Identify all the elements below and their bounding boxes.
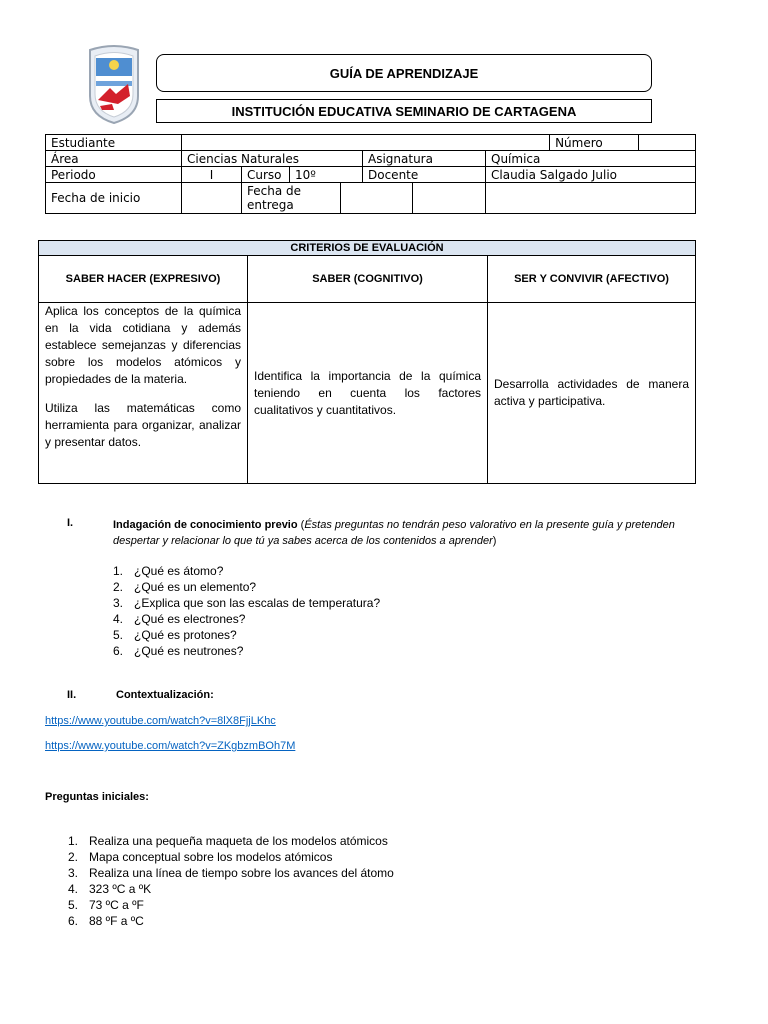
- number-field[interactable]: [639, 135, 696, 151]
- list-item: 4. 323 ºC a ºK: [68, 882, 152, 896]
- criteria-saber-hacer-cell: [39, 303, 248, 484]
- area-value: Ciencias Naturales: [182, 151, 363, 167]
- list-item: 2. Mapa conceptual sobre los modelos atómicos: [68, 850, 333, 864]
- youtube-link-2[interactable]: https://www.youtube.com/watch?v=ZKgbzmBOh7M: [45, 740, 296, 752]
- teacher-label: Docente: [363, 167, 486, 183]
- criteria-ser-cell: Desarrolla actividades de manera activa y participativa.: [488, 303, 696, 484]
- list-item: 5. 73 ºC a ºF: [68, 898, 144, 912]
- institution-name: INSTITUCIÓN EDUCATIVA SEMINARIO DE CARTAGENA: [156, 99, 652, 123]
- list-item: 2. ¿Qué es un elemento?: [113, 580, 257, 594]
- section-1-question-list: [113, 563, 613, 659]
- subject-label: Asignatura: [363, 151, 486, 167]
- subject-value: Química: [486, 151, 696, 167]
- list-item: 3. ¿Explica que son las escalas de temperatura?: [113, 596, 381, 610]
- section-1-number: I.: [67, 517, 74, 529]
- criteria-title: CRITERIOS DE EVALUACIÓN: [39, 241, 696, 256]
- student-label: Estudiante: [46, 135, 182, 151]
- info-blank-cell: [486, 183, 696, 214]
- list-item: 3. Realiza una línea de tiempo sobre los avances del átomo: [68, 866, 394, 880]
- list-item: 1. Realiza una pequeña maqueta de los modelos atómicos: [68, 834, 388, 848]
- section-2-number: II.: [67, 689, 77, 701]
- list-item: 1. ¿Qué es átomo?: [113, 564, 224, 578]
- student-field[interactable]: [182, 135, 550, 151]
- number-label: Número: [550, 135, 639, 151]
- section-2-title: Contextualización:: [116, 689, 214, 701]
- start-date-label: Fecha de inicio: [46, 183, 182, 214]
- list-item: 4. ¿Qué es electrones?: [113, 612, 246, 626]
- student-info-table: [45, 134, 696, 214]
- teacher-value: Claudia Salgado Julio: [486, 167, 696, 183]
- start-date-field[interactable]: [182, 183, 242, 214]
- course-value: 10º: [290, 167, 363, 183]
- criteria-saber-cell: Identifica la importancia de la química teniendo en cuenta los factores cualitativos y cuantitativos.: [248, 303, 488, 484]
- criteria-saber-hacer-p1: Aplica los conceptos de la química en la vida cotidiana y además establece semejanzas y diferencias sobre los modelos atómicos y propiedades de la materia.: [45, 304, 241, 386]
- section-1-title: Indagación de conocimiento previo: [113, 519, 298, 531]
- delivery-date-label: Fecha de entrega: [242, 183, 341, 214]
- delivery-date-field[interactable]: [341, 183, 413, 214]
- area-label: Área: [46, 151, 182, 167]
- criteria-col-saber-hacer: SABER HACER (EXPRESIVO): [39, 256, 248, 303]
- period-value: I: [182, 167, 242, 183]
- initial-questions-title: Preguntas iniciales:: [45, 791, 149, 803]
- school-shield-logo: [86, 44, 142, 124]
- section-1-heading: Indagación de conocimiento previo (Éstas preguntas no tendrán peso valorativo en la presente guía y pretenden despertar y relacionar lo que tú ya sabes acerca de los contenidos a aprender): [113, 519, 675, 547]
- delivery-date-extra[interactable]: [413, 183, 486, 214]
- list-item: 5. ¿Qué es protones?: [113, 628, 237, 642]
- criteria-saber-hacer-p2: Utiliza las matemáticas como herramienta para organizar, analizar y presentar datos.: [45, 401, 241, 449]
- list-item: 6. 88 ºF a ºC: [68, 914, 144, 928]
- initial-questions-list: [68, 833, 568, 929]
- section-1-note: Éstas preguntas no tendrán peso valorativo en la presente guía y pretenden despertar y relacionar lo que tú ya sabes acerca de los contenidos a aprender: [113, 519, 675, 547]
- period-label: Periodo: [46, 167, 182, 183]
- criteria-table: [38, 240, 696, 484]
- youtube-link-1[interactable]: https://www.youtube.com/watch?v=8lX8FjjLKhc: [45, 715, 276, 727]
- criteria-col-ser: SER Y CONVIVIR (AFECTIVO): [488, 256, 696, 303]
- list-item: 6. ¿Qué es neutrones?: [113, 644, 244, 658]
- criteria-col-saber: SABER (COGNITIVO): [248, 256, 488, 303]
- guide-title: GUÍA DE APRENDIZAJE: [156, 54, 652, 92]
- course-label: Curso: [242, 167, 290, 183]
